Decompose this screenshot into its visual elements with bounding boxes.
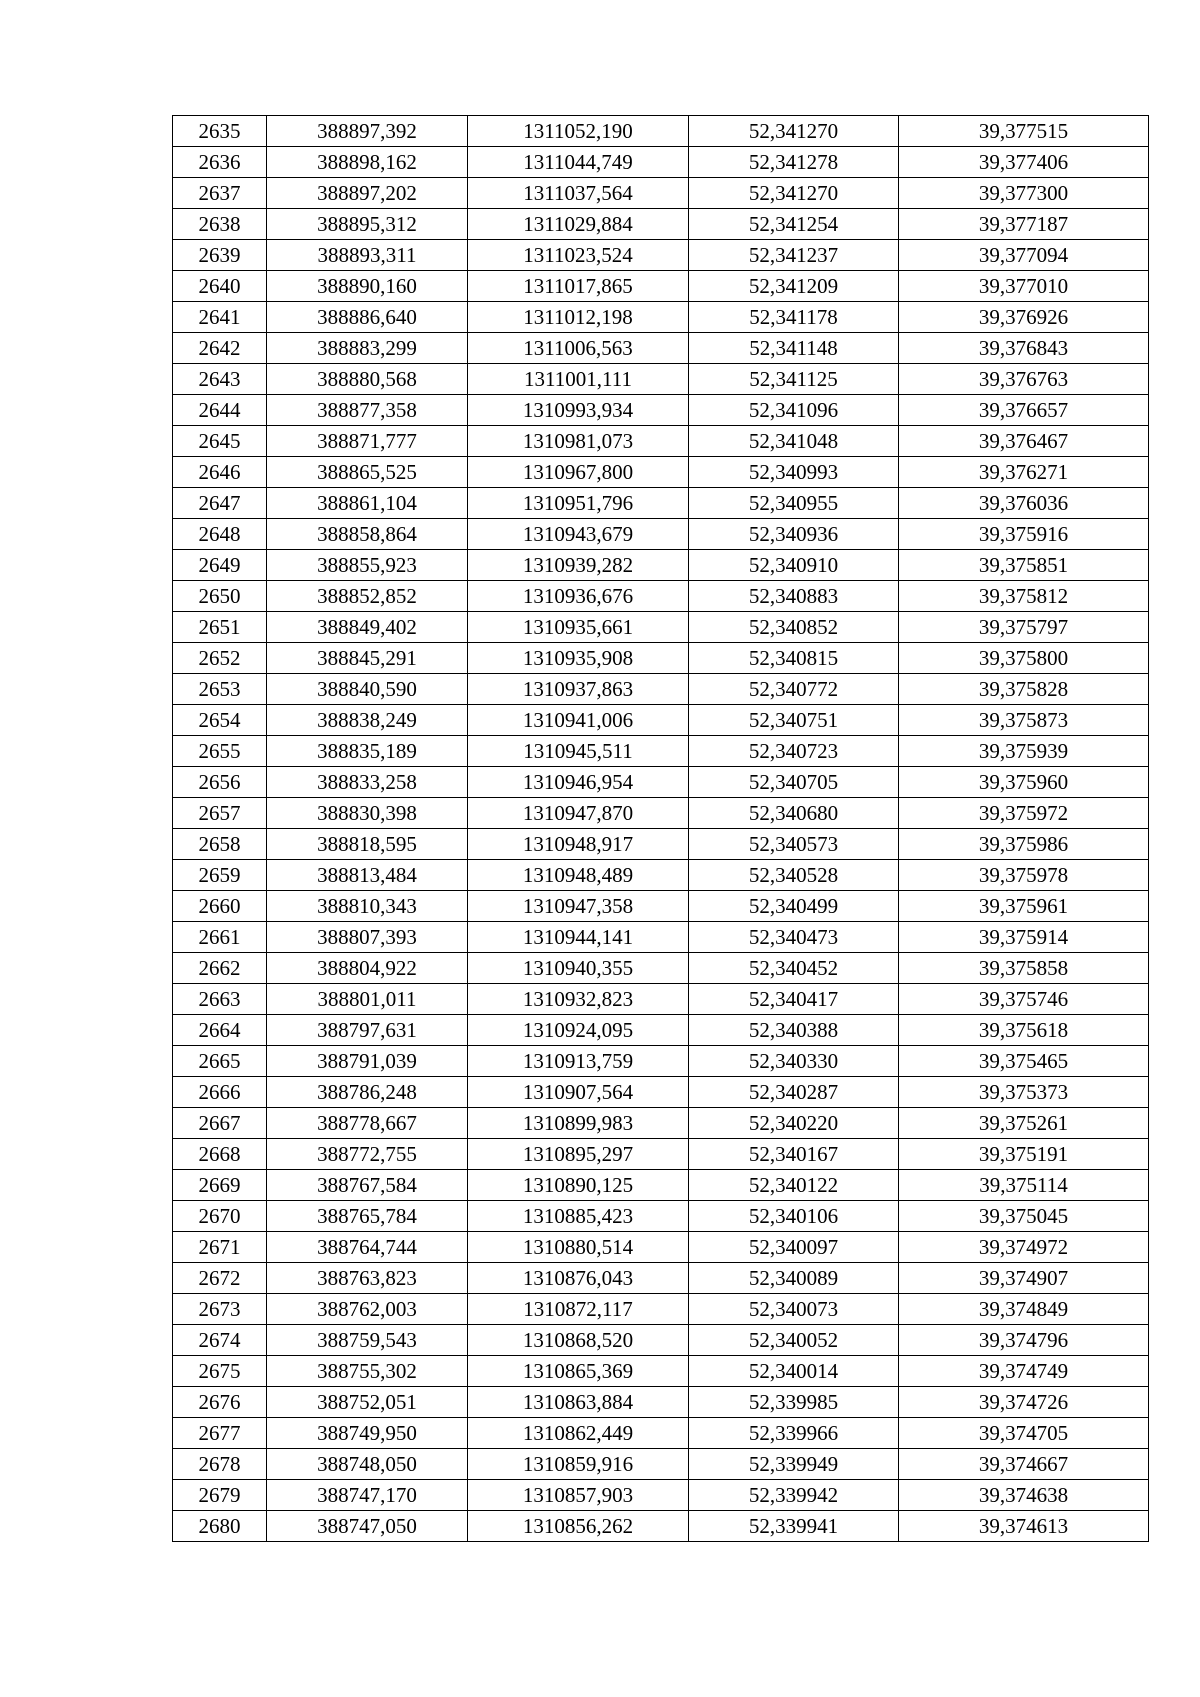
latitude-cell: 52,340936 <box>689 519 899 550</box>
longitude-cell: 39,376467 <box>899 426 1149 457</box>
y-coordinate-cell: 1310907,564 <box>468 1077 689 1108</box>
y-coordinate-cell: 1310941,006 <box>468 705 689 736</box>
point-number-cell: 2648 <box>173 519 267 550</box>
longitude-cell: 39,376843 <box>899 333 1149 364</box>
longitude-cell: 39,375978 <box>899 860 1149 891</box>
table-row <box>173 1480 1149 1511</box>
longitude-cell: 39,375797 <box>899 612 1149 643</box>
x-coordinate-cell: 388804,922 <box>267 953 468 984</box>
table-row <box>173 457 1149 488</box>
latitude-cell: 52,340052 <box>689 1325 899 1356</box>
point-number-cell: 2650 <box>173 581 267 612</box>
table-row <box>173 953 1149 984</box>
table-row <box>173 302 1149 333</box>
x-coordinate-cell: 388830,398 <box>267 798 468 829</box>
x-coordinate-cell: 388810,343 <box>267 891 468 922</box>
table-row <box>173 922 1149 953</box>
y-coordinate-cell: 1310876,043 <box>468 1263 689 1294</box>
table-row <box>173 240 1149 271</box>
x-coordinate-cell: 388880,568 <box>267 364 468 395</box>
y-coordinate-cell: 1311006,563 <box>468 333 689 364</box>
y-coordinate-cell: 1310940,355 <box>468 953 689 984</box>
latitude-cell: 52,341270 <box>689 178 899 209</box>
y-coordinate-cell: 1310913,759 <box>468 1046 689 1077</box>
table-row <box>173 395 1149 426</box>
x-coordinate-cell: 388807,393 <box>267 922 468 953</box>
table-row <box>173 984 1149 1015</box>
longitude-cell: 39,375800 <box>899 643 1149 674</box>
longitude-cell: 39,375114 <box>899 1170 1149 1201</box>
table-row <box>173 767 1149 798</box>
latitude-cell: 52,340073 <box>689 1294 899 1325</box>
x-coordinate-cell: 388893,311 <box>267 240 468 271</box>
x-coordinate-cell: 388895,312 <box>267 209 468 240</box>
latitude-cell: 52,341278 <box>689 147 899 178</box>
longitude-cell: 39,376657 <box>899 395 1149 426</box>
table-row <box>173 1263 1149 1294</box>
x-coordinate-cell: 388752,051 <box>267 1387 468 1418</box>
point-number-cell: 2649 <box>173 550 267 581</box>
y-coordinate-cell: 1310947,358 <box>468 891 689 922</box>
point-number-cell: 2672 <box>173 1263 267 1294</box>
table-row <box>173 891 1149 922</box>
x-coordinate-cell: 388747,170 <box>267 1480 468 1511</box>
table-row <box>173 116 1149 147</box>
latitude-cell: 52,341237 <box>689 240 899 271</box>
longitude-cell: 39,377187 <box>899 209 1149 240</box>
y-coordinate-cell: 1310981,073 <box>468 426 689 457</box>
point-number-cell: 2666 <box>173 1077 267 1108</box>
y-coordinate-cell: 1310865,369 <box>468 1356 689 1387</box>
x-coordinate-cell: 388813,484 <box>267 860 468 891</box>
y-coordinate-cell: 1310863,884 <box>468 1387 689 1418</box>
y-coordinate-cell: 1310937,863 <box>468 674 689 705</box>
point-number-cell: 2639 <box>173 240 267 271</box>
table-row <box>173 1325 1149 1356</box>
longitude-cell: 39,374749 <box>899 1356 1149 1387</box>
y-coordinate-cell: 1310947,870 <box>468 798 689 829</box>
latitude-cell: 52,339942 <box>689 1480 899 1511</box>
table-row <box>173 1108 1149 1139</box>
point-number-cell: 2636 <box>173 147 267 178</box>
x-coordinate-cell: 388845,291 <box>267 643 468 674</box>
table-row <box>173 364 1149 395</box>
latitude-cell: 52,340388 <box>689 1015 899 1046</box>
point-number-cell: 2646 <box>173 457 267 488</box>
x-coordinate-cell: 388763,823 <box>267 1263 468 1294</box>
point-number-cell: 2637 <box>173 178 267 209</box>
longitude-cell: 39,375851 <box>899 550 1149 581</box>
point-number-cell: 2640 <box>173 271 267 302</box>
y-coordinate-cell: 1311044,749 <box>468 147 689 178</box>
x-coordinate-cell: 388748,050 <box>267 1449 468 1480</box>
latitude-cell: 52,340122 <box>689 1170 899 1201</box>
y-coordinate-cell: 1310945,511 <box>468 736 689 767</box>
latitude-cell: 52,340723 <box>689 736 899 767</box>
x-coordinate-cell: 388886,640 <box>267 302 468 333</box>
latitude-cell: 52,340910 <box>689 550 899 581</box>
x-coordinate-cell: 388897,392 <box>267 116 468 147</box>
table-row <box>173 674 1149 705</box>
y-coordinate-cell: 1310943,679 <box>468 519 689 550</box>
latitude-cell: 52,340452 <box>689 953 899 984</box>
x-coordinate-cell: 388755,302 <box>267 1356 468 1387</box>
x-coordinate-cell: 388833,258 <box>267 767 468 798</box>
point-number-cell: 2677 <box>173 1418 267 1449</box>
x-coordinate-cell: 388835,189 <box>267 736 468 767</box>
point-number-cell: 2680 <box>173 1511 267 1542</box>
x-coordinate-cell: 388849,402 <box>267 612 468 643</box>
y-coordinate-cell: 1311037,564 <box>468 178 689 209</box>
longitude-cell: 39,375916 <box>899 519 1149 550</box>
longitude-cell: 39,374705 <box>899 1418 1149 1449</box>
y-coordinate-cell: 1310967,800 <box>468 457 689 488</box>
longitude-cell: 39,376036 <box>899 488 1149 519</box>
y-coordinate-cell: 1310946,954 <box>468 767 689 798</box>
x-coordinate-cell: 388801,011 <box>267 984 468 1015</box>
latitude-cell: 52,340014 <box>689 1356 899 1387</box>
x-coordinate-cell: 388861,104 <box>267 488 468 519</box>
table-row <box>173 209 1149 240</box>
latitude-cell: 52,340852 <box>689 612 899 643</box>
latitude-cell: 52,341048 <box>689 426 899 457</box>
x-coordinate-cell: 388791,039 <box>267 1046 468 1077</box>
latitude-cell: 52,341178 <box>689 302 899 333</box>
table-row <box>173 426 1149 457</box>
longitude-cell: 39,375972 <box>899 798 1149 829</box>
latitude-cell: 52,340680 <box>689 798 899 829</box>
latitude-cell: 52,340993 <box>689 457 899 488</box>
y-coordinate-cell: 1310880,514 <box>468 1232 689 1263</box>
latitude-cell: 52,340330 <box>689 1046 899 1077</box>
y-coordinate-cell: 1310932,823 <box>468 984 689 1015</box>
y-coordinate-cell: 1310895,297 <box>468 1139 689 1170</box>
longitude-cell: 39,375961 <box>899 891 1149 922</box>
longitude-cell: 39,376926 <box>899 302 1149 333</box>
x-coordinate-cell: 388759,543 <box>267 1325 468 1356</box>
x-coordinate-cell: 388858,864 <box>267 519 468 550</box>
x-coordinate-cell: 388855,923 <box>267 550 468 581</box>
latitude-cell: 52,339941 <box>689 1511 899 1542</box>
y-coordinate-cell: 1311017,865 <box>468 271 689 302</box>
x-coordinate-cell: 388747,050 <box>267 1511 468 1542</box>
latitude-cell: 52,341125 <box>689 364 899 395</box>
table-row <box>173 1294 1149 1325</box>
latitude-cell: 52,340089 <box>689 1263 899 1294</box>
x-coordinate-cell: 388871,777 <box>267 426 468 457</box>
x-coordinate-cell: 388865,525 <box>267 457 468 488</box>
y-coordinate-cell: 1311012,198 <box>468 302 689 333</box>
x-coordinate-cell: 388764,744 <box>267 1232 468 1263</box>
coordinates-table <box>172 115 1149 1542</box>
y-coordinate-cell: 1310944,141 <box>468 922 689 953</box>
table-row <box>173 1418 1149 1449</box>
table-row <box>173 612 1149 643</box>
point-number-cell: 2674 <box>173 1325 267 1356</box>
table-row <box>173 860 1149 891</box>
latitude-cell: 52,340883 <box>689 581 899 612</box>
y-coordinate-cell: 1310939,282 <box>468 550 689 581</box>
latitude-cell: 52,339949 <box>689 1449 899 1480</box>
longitude-cell: 39,375465 <box>899 1046 1149 1077</box>
x-coordinate-cell: 388762,003 <box>267 1294 468 1325</box>
y-coordinate-cell: 1311052,190 <box>468 116 689 147</box>
latitude-cell: 52,340220 <box>689 1108 899 1139</box>
table-row <box>173 147 1149 178</box>
point-number-cell: 2668 <box>173 1139 267 1170</box>
table-row <box>173 1232 1149 1263</box>
y-coordinate-cell: 1310936,676 <box>468 581 689 612</box>
x-coordinate-cell: 388772,755 <box>267 1139 468 1170</box>
longitude-cell: 39,374849 <box>899 1294 1149 1325</box>
longitude-cell: 39,375939 <box>899 736 1149 767</box>
y-coordinate-cell: 1310935,661 <box>468 612 689 643</box>
longitude-cell: 39,374907 <box>899 1263 1149 1294</box>
y-coordinate-cell: 1311023,524 <box>468 240 689 271</box>
latitude-cell: 52,341209 <box>689 271 899 302</box>
point-number-cell: 2651 <box>173 612 267 643</box>
longitude-cell: 39,375618 <box>899 1015 1149 1046</box>
point-number-cell: 2669 <box>173 1170 267 1201</box>
longitude-cell: 39,376271 <box>899 457 1149 488</box>
point-number-cell: 2644 <box>173 395 267 426</box>
x-coordinate-cell: 388877,358 <box>267 395 468 426</box>
point-number-cell: 2671 <box>173 1232 267 1263</box>
table-row <box>173 1449 1149 1480</box>
table-row <box>173 736 1149 767</box>
table-row <box>173 829 1149 860</box>
y-coordinate-cell: 1310859,916 <box>468 1449 689 1480</box>
table-row <box>173 1077 1149 1108</box>
longitude-cell: 39,375914 <box>899 922 1149 953</box>
point-number-cell: 2676 <box>173 1387 267 1418</box>
latitude-cell: 52,341254 <box>689 209 899 240</box>
table-row <box>173 519 1149 550</box>
latitude-cell: 52,340772 <box>689 674 899 705</box>
point-number-cell: 2645 <box>173 426 267 457</box>
point-number-cell: 2638 <box>173 209 267 240</box>
latitude-cell: 52,340287 <box>689 1077 899 1108</box>
x-coordinate-cell: 388818,595 <box>267 829 468 860</box>
latitude-cell: 52,340573 <box>689 829 899 860</box>
x-coordinate-cell: 388897,202 <box>267 178 468 209</box>
y-coordinate-cell: 1310924,095 <box>468 1015 689 1046</box>
table-row <box>173 1015 1149 1046</box>
point-number-cell: 2658 <box>173 829 267 860</box>
latitude-cell: 52,341148 <box>689 333 899 364</box>
longitude-cell: 39,375812 <box>899 581 1149 612</box>
table-row <box>173 643 1149 674</box>
table-row <box>173 1356 1149 1387</box>
point-number-cell: 2670 <box>173 1201 267 1232</box>
point-number-cell: 2679 <box>173 1480 267 1511</box>
point-number-cell: 2641 <box>173 302 267 333</box>
point-number-cell: 2664 <box>173 1015 267 1046</box>
latitude-cell: 52,340528 <box>689 860 899 891</box>
point-number-cell: 2635 <box>173 116 267 147</box>
latitude-cell: 52,341270 <box>689 116 899 147</box>
table-row <box>173 798 1149 829</box>
table-row <box>173 271 1149 302</box>
latitude-cell: 52,340106 <box>689 1201 899 1232</box>
point-number-cell: 2654 <box>173 705 267 736</box>
y-coordinate-cell: 1310951,796 <box>468 488 689 519</box>
longitude-cell: 39,377010 <box>899 271 1149 302</box>
point-number-cell: 2678 <box>173 1449 267 1480</box>
y-coordinate-cell: 1310899,983 <box>468 1108 689 1139</box>
table-row <box>173 1511 1149 1542</box>
longitude-cell: 39,377515 <box>899 116 1149 147</box>
table-row <box>173 488 1149 519</box>
y-coordinate-cell: 1310868,520 <box>468 1325 689 1356</box>
point-number-cell: 2642 <box>173 333 267 364</box>
table-row <box>173 1387 1149 1418</box>
longitude-cell: 39,374638 <box>899 1480 1149 1511</box>
table-row <box>173 705 1149 736</box>
y-coordinate-cell: 1310948,489 <box>468 860 689 891</box>
x-coordinate-cell: 388765,784 <box>267 1201 468 1232</box>
y-coordinate-cell: 1310885,423 <box>468 1201 689 1232</box>
x-coordinate-cell: 388883,299 <box>267 333 468 364</box>
longitude-cell: 39,375873 <box>899 705 1149 736</box>
point-number-cell: 2647 <box>173 488 267 519</box>
latitude-cell: 52,340955 <box>689 488 899 519</box>
table-row <box>173 1170 1149 1201</box>
latitude-cell: 52,340473 <box>689 922 899 953</box>
table-row <box>173 1201 1149 1232</box>
latitude-cell: 52,340097 <box>689 1232 899 1263</box>
x-coordinate-cell: 388840,590 <box>267 674 468 705</box>
point-number-cell: 2660 <box>173 891 267 922</box>
table-row <box>173 178 1149 209</box>
latitude-cell: 52,340499 <box>689 891 899 922</box>
point-number-cell: 2656 <box>173 767 267 798</box>
y-coordinate-cell: 1311001,111 <box>468 364 689 395</box>
y-coordinate-cell: 1310872,117 <box>468 1294 689 1325</box>
latitude-cell: 52,340167 <box>689 1139 899 1170</box>
point-number-cell: 2663 <box>173 984 267 1015</box>
longitude-cell: 39,375746 <box>899 984 1149 1015</box>
point-number-cell: 2655 <box>173 736 267 767</box>
x-coordinate-cell: 388852,852 <box>267 581 468 612</box>
table-row <box>173 581 1149 612</box>
latitude-cell: 52,339985 <box>689 1387 899 1418</box>
point-number-cell: 2657 <box>173 798 267 829</box>
longitude-cell: 39,375858 <box>899 953 1149 984</box>
latitude-cell: 52,340815 <box>689 643 899 674</box>
y-coordinate-cell: 1310856,262 <box>468 1511 689 1542</box>
y-coordinate-cell: 1310935,908 <box>468 643 689 674</box>
x-coordinate-cell: 388797,631 <box>267 1015 468 1046</box>
x-coordinate-cell: 388838,249 <box>267 705 468 736</box>
y-coordinate-cell: 1310948,917 <box>468 829 689 860</box>
longitude-cell: 39,377094 <box>899 240 1149 271</box>
point-number-cell: 2643 <box>173 364 267 395</box>
table-row <box>173 1046 1149 1077</box>
coordinates-table-body <box>173 116 1149 1542</box>
longitude-cell: 39,375191 <box>899 1139 1149 1170</box>
latitude-cell: 52,340751 <box>689 705 899 736</box>
longitude-cell: 39,376763 <box>899 364 1149 395</box>
x-coordinate-cell: 388749,950 <box>267 1418 468 1449</box>
point-number-cell: 2652 <box>173 643 267 674</box>
x-coordinate-cell: 388898,162 <box>267 147 468 178</box>
y-coordinate-cell: 1311029,884 <box>468 209 689 240</box>
latitude-cell: 52,340705 <box>689 767 899 798</box>
longitude-cell: 39,375373 <box>899 1077 1149 1108</box>
x-coordinate-cell: 388778,667 <box>267 1108 468 1139</box>
point-number-cell: 2665 <box>173 1046 267 1077</box>
longitude-cell: 39,374796 <box>899 1325 1149 1356</box>
longitude-cell: 39,374613 <box>899 1511 1149 1542</box>
y-coordinate-cell: 1310993,934 <box>468 395 689 426</box>
longitude-cell: 39,374667 <box>899 1449 1149 1480</box>
table-row <box>173 550 1149 581</box>
longitude-cell: 39,375986 <box>899 829 1149 860</box>
longitude-cell: 39,375828 <box>899 674 1149 705</box>
point-number-cell: 2653 <box>173 674 267 705</box>
point-number-cell: 2675 <box>173 1356 267 1387</box>
point-number-cell: 2667 <box>173 1108 267 1139</box>
latitude-cell: 52,341096 <box>689 395 899 426</box>
x-coordinate-cell: 388786,248 <box>267 1077 468 1108</box>
y-coordinate-cell: 1310857,903 <box>468 1480 689 1511</box>
longitude-cell: 39,375045 <box>899 1201 1149 1232</box>
longitude-cell: 39,374726 <box>899 1387 1149 1418</box>
x-coordinate-cell: 388890,160 <box>267 271 468 302</box>
point-number-cell: 2662 <box>173 953 267 984</box>
point-number-cell: 2661 <box>173 922 267 953</box>
table-row <box>173 333 1149 364</box>
latitude-cell: 52,339966 <box>689 1418 899 1449</box>
table-row <box>173 1139 1149 1170</box>
y-coordinate-cell: 1310890,125 <box>468 1170 689 1201</box>
latitude-cell: 52,340417 <box>689 984 899 1015</box>
longitude-cell: 39,377300 <box>899 178 1149 209</box>
longitude-cell: 39,374972 <box>899 1232 1149 1263</box>
x-coordinate-cell: 388767,584 <box>267 1170 468 1201</box>
point-number-cell: 2659 <box>173 860 267 891</box>
point-number-cell: 2673 <box>173 1294 267 1325</box>
longitude-cell: 39,377406 <box>899 147 1149 178</box>
y-coordinate-cell: 1310862,449 <box>468 1418 689 1449</box>
longitude-cell: 39,375960 <box>899 767 1149 798</box>
longitude-cell: 39,375261 <box>899 1108 1149 1139</box>
